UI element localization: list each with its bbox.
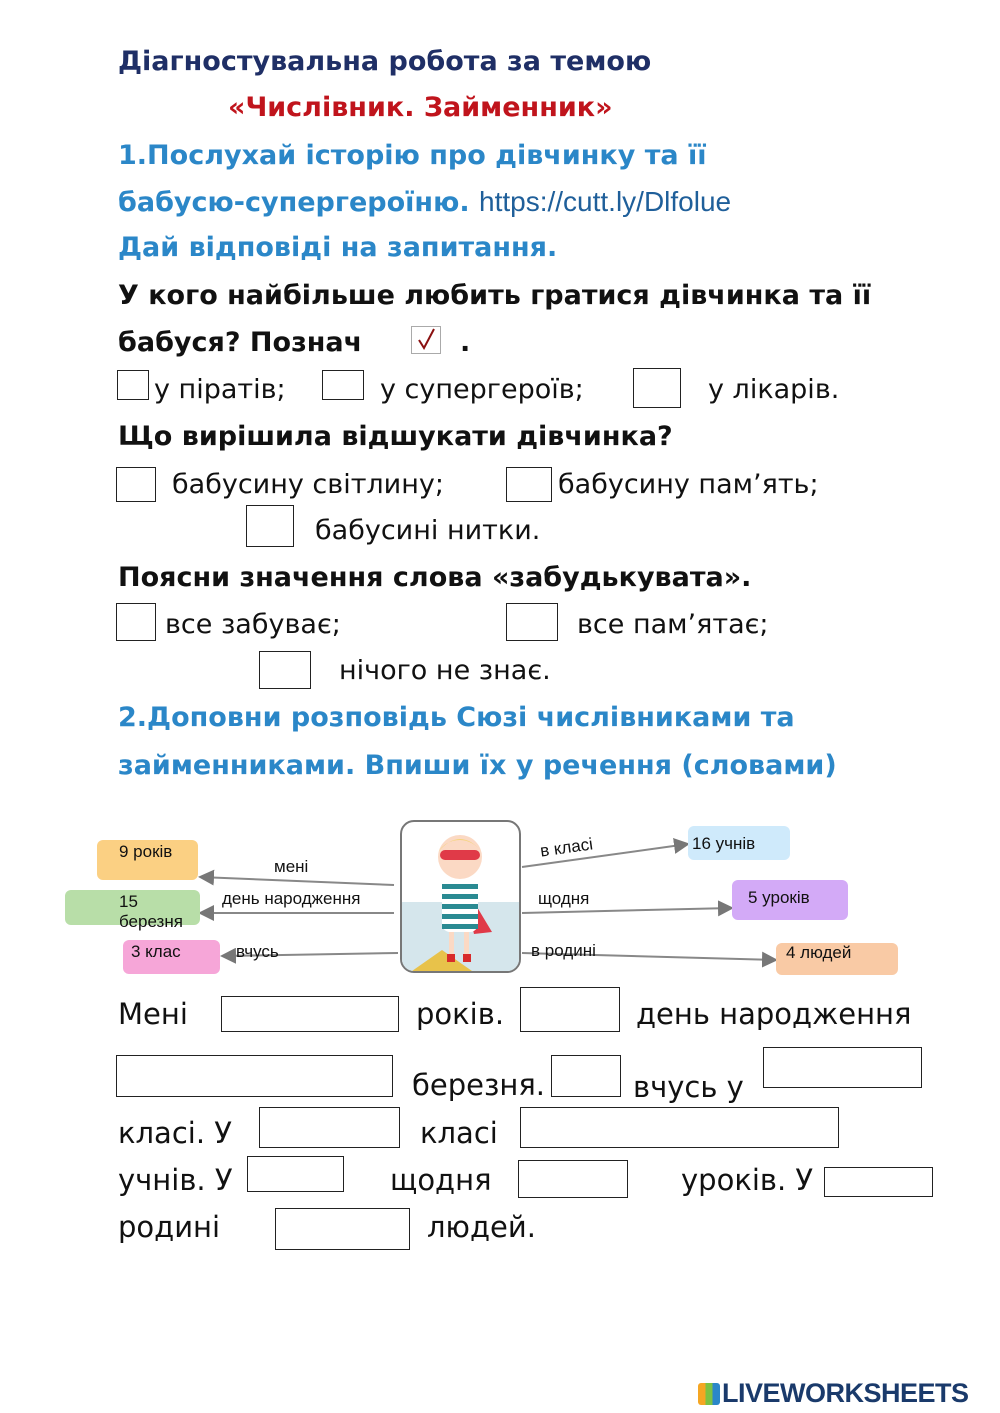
liveworksheets-logo bbox=[698, 1378, 969, 1409]
sentence-word: років. bbox=[416, 997, 505, 1031]
arrow-label: щодня bbox=[538, 889, 590, 908]
task1-heading-cont: бабусю-супергероїню. https://cutt.ly/Dlfolue bbox=[118, 186, 732, 218]
answer-birthday-input[interactable] bbox=[116, 1055, 393, 1097]
girl-superhero-image bbox=[400, 820, 521, 973]
sentence-word: щодня bbox=[390, 1163, 492, 1197]
task1-instruction: Дай відповіді на запитання. bbox=[118, 232, 558, 263]
tag-pupils: 16 учнів bbox=[688, 826, 790, 860]
sentence-word: класі. У bbox=[118, 1116, 232, 1150]
answer-grade-input[interactable] bbox=[763, 1047, 922, 1088]
checkbox-doctors[interactable] bbox=[633, 368, 681, 408]
tag-family: 4 людей bbox=[776, 943, 898, 975]
task2-heading: 2.Доповни розповідь Сюзі числівниками та bbox=[118, 702, 795, 733]
question1-cont: бабуся? Познач bbox=[118, 327, 363, 358]
checkbox-knows-nothing[interactable] bbox=[259, 651, 311, 689]
sentence-word: день народження bbox=[636, 997, 912, 1031]
option-label: все забуває; bbox=[165, 609, 341, 640]
arrow-label: в класі bbox=[538, 834, 595, 861]
sentence-word: учнів. У bbox=[118, 1163, 233, 1197]
option-label: бабусину пам’ять; bbox=[558, 469, 819, 500]
answer-pronoun2-input[interactable] bbox=[551, 1055, 621, 1097]
checkbox-memory[interactable] bbox=[506, 467, 552, 502]
question3: Поясни значення слова «забудькувата». bbox=[118, 562, 752, 593]
sentence-word: березня. bbox=[412, 1068, 546, 1102]
sentence-word: класі bbox=[420, 1116, 498, 1150]
checkbox-pirates[interactable] bbox=[117, 370, 149, 400]
option-label: бабусину світлину; bbox=[172, 469, 444, 500]
option-label: у піратів; bbox=[154, 374, 286, 405]
answer-pronoun5-input[interactable] bbox=[824, 1167, 933, 1197]
sentence-word: Мені bbox=[118, 997, 188, 1031]
question1: У кого найбільше любить гратися дівчинка та її bbox=[118, 280, 872, 311]
arrow bbox=[200, 877, 394, 885]
logo-icon bbox=[698, 1383, 720, 1405]
answer-lessons-input[interactable] bbox=[518, 1160, 628, 1198]
arrow-label: в родині bbox=[531, 941, 596, 960]
worksheet-title: Діагностувальна робота за темою bbox=[118, 46, 652, 77]
logo-text: LIVEWORKSHEETS bbox=[722, 1378, 969, 1408]
question2: Що вирішила відшукати дівчинка? bbox=[118, 421, 673, 452]
option-label: бабусині нитки. bbox=[315, 515, 541, 546]
task1-heading: 1.Послухай історію про дівчинку та її bbox=[118, 140, 707, 171]
sentence-word: родині bbox=[118, 1210, 221, 1244]
answer-pronoun3-input[interactable] bbox=[259, 1107, 400, 1148]
checkbox-threads[interactable] bbox=[246, 505, 294, 547]
story-link[interactable]: https://cutt.ly/Dlfolue bbox=[479, 186, 732, 217]
answer-age-input[interactable] bbox=[221, 996, 399, 1032]
checkmark-example-icon bbox=[411, 326, 441, 354]
tag-birthday: 15 березня bbox=[65, 890, 200, 925]
punctuation: . bbox=[460, 327, 471, 358]
checkbox-remembers[interactable] bbox=[506, 603, 558, 641]
checkbox-photo[interactable] bbox=[116, 467, 156, 502]
arrow-label: день народження bbox=[222, 889, 361, 908]
answer-pronoun4-input[interactable] bbox=[247, 1156, 344, 1192]
sentence-word: людей. bbox=[427, 1210, 536, 1244]
answer-family-input[interactable] bbox=[275, 1208, 410, 1250]
arrow-label: мені bbox=[274, 857, 309, 876]
worksheet-topic: «Числівник. Займенник» bbox=[228, 92, 613, 123]
option-label: все пам’ятає; bbox=[577, 609, 769, 640]
answer-pupils-input[interactable] bbox=[520, 1107, 839, 1148]
checkbox-superheroes[interactable] bbox=[322, 370, 364, 400]
option-label: нічого не знає. bbox=[339, 655, 551, 686]
checkbox-forgets[interactable] bbox=[116, 603, 156, 641]
option-label: у лікарів. bbox=[708, 374, 840, 405]
arrow-label: вчусь bbox=[236, 942, 279, 961]
tag-age: 9 років bbox=[97, 840, 198, 880]
tag-lessons: 5 уроків bbox=[732, 880, 848, 920]
sentence-word: уроків. У bbox=[681, 1163, 814, 1197]
task2-heading-cont: займенниками. Впиши їх у речення (словами) bbox=[118, 750, 837, 781]
answer-pronoun-input[interactable] bbox=[520, 987, 620, 1032]
sentence-word: вчусь у bbox=[633, 1070, 744, 1104]
option-label: у супергероїв; bbox=[380, 374, 584, 405]
tag-grade: 3 клас bbox=[123, 940, 220, 974]
